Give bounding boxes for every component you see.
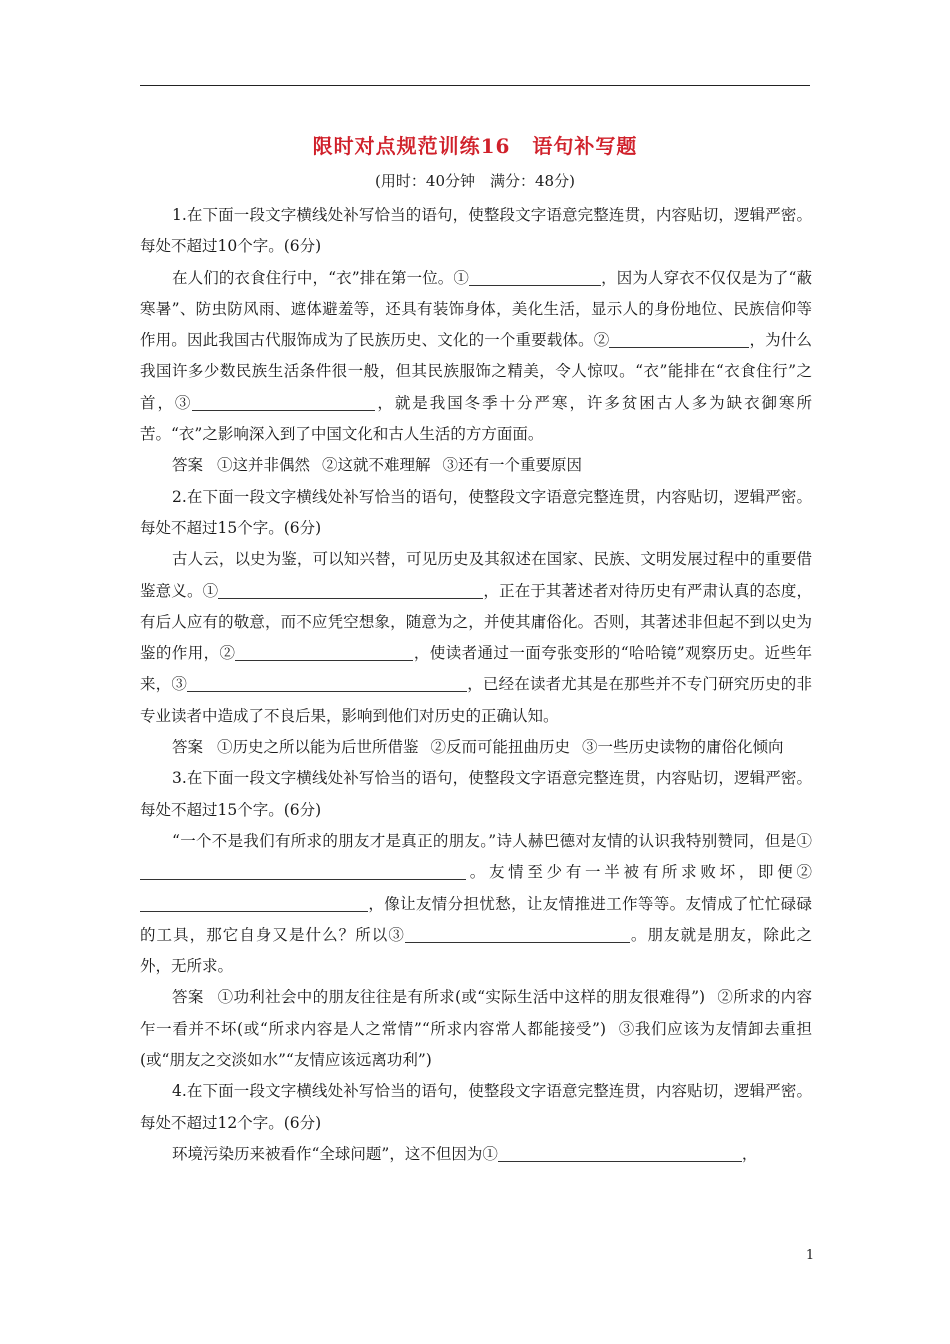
title-main: 限时对点规范训练16 (312, 134, 511, 158)
q1-blank-1[interactable] (469, 267, 601, 286)
q2-blank-3[interactable] (187, 673, 467, 692)
q1-text-1: 在人们的衣食住行中，“衣”排在第一位。① (172, 268, 470, 287)
question-1-passage (140, 263, 812, 451)
q3-answer-1: ①功利社会中的朋友往往是有所求(或“实际生活中这样的朋友很难得”) (217, 988, 706, 1007)
exercise-body (140, 200, 812, 1170)
q2-answer-1: ①历史之所以能为后世所借鉴 (217, 738, 419, 757)
page-title (0, 130, 950, 159)
q3-text-4: 。朋友就是朋友，除此之外，无所求。 (140, 925, 812, 976)
q3-blank-3[interactable] (405, 924, 630, 943)
q3-text-1: “一个不是我们有所求的朋友才是真正的朋友。”诗人赫巴德对友情的认识我特别赞同，但是① (172, 831, 812, 850)
question-2-stem: 2.在下面一段文字横线处补写恰当的语句，使整段文字语意完整连贯，内容贴切，逻辑严密。每处不超过15个字。(6分) (140, 487, 812, 537)
q1-text-4: ，就是我国冬季十分严寒，许多贫困古人多为缺衣御寒所苦。“衣”之影响深入到了中国文化和古人生活的方方面面。 (140, 393, 812, 444)
question-1-stem: 1.在下面一段文字横线处补写恰当的语句，使整段文字语意完整连贯，内容贴切，逻辑严密。每处不超过10个字。(6分) (140, 206, 812, 256)
q3-blank-1[interactable] (140, 861, 466, 880)
answer-label: 答案 (172, 738, 204, 757)
q4-text-1: 环境污染历来被看作“全球问题”，这不但因为① (172, 1144, 498, 1163)
q1-text-3: ，为什么我国许多少数民族生活条件很一般，但其民族服饰之精美，令人惊叹。“衣”能排在“衣食住行”之首，③ (140, 331, 812, 412)
question-3-answer (140, 982, 812, 1076)
question-3-stem: 3.在下面一段文字横线处补写恰当的语句，使整段文字语意完整连贯，内容贴切，逻辑严密。每处不超过15个字。(6分) (140, 769, 812, 819)
q2-text-4: ，已经在读者尤其是在那些并不专门研究历史的非专业读者中造成了不良后果，影响到他们对历史的正确认知。 (140, 675, 812, 725)
q2-answer-2: ②反而可能扭曲历史 (430, 738, 571, 757)
q1-answer-2: ②这就不难理解 (322, 456, 431, 475)
q3-text-2: 。友情至少有一半被有所求败坏，即便② (466, 863, 812, 882)
q2-text-1: 古人云，以史为鉴，可以知兴替，可见历史及其叙述在国家、民族、文明发展过程中的重要借鉴意义。① (140, 550, 812, 600)
q2-answer-3: ③一些历史读物的庸俗化倾向 (582, 738, 784, 757)
q3-answer-2: ②所求的内容乍一看并不坏(或“所求内容是人之常情”“所求内容常人都能接受”) (140, 988, 812, 1038)
answer-label: 答案 (172, 456, 204, 475)
page-number: 1 (805, 1248, 815, 1263)
answer-label: 答案 (172, 988, 204, 1007)
title-topic: 语句补写题 (532, 134, 638, 158)
question-3-passage (140, 826, 812, 982)
q2-text-2: ，正在于其著述者对待历史有严肃认真的态度，有后人应有的敬意，而不应凭空想象，随意为之，并使其庸俗化。否则，其著述非但起不到以史为鉴的作用，② (140, 581, 812, 663)
q1-blank-2[interactable] (609, 329, 749, 348)
q1-text-2: ，因为人穿衣不仅仅是为了“蔽寒暑”、防虫防风雨、遮体避羞等，还具有装饰身体，美化生活，显示人的身份地位、民族信仰等作用。因此我国古代服饰成为了民族历史、文化的一个重要载体。② (140, 268, 812, 350)
q1-answer-1: ①这并非偶然 (217, 456, 311, 475)
question-2-answer (140, 732, 812, 763)
q2-blank-2[interactable] (235, 642, 413, 661)
q1-blank-3[interactable] (192, 392, 375, 411)
header-rule (140, 85, 810, 86)
q1-answer-3: ③还有一个重要原因 (442, 456, 583, 475)
q2-blank-1[interactable] (218, 580, 483, 599)
question-2-passage (140, 544, 812, 732)
q2-text-3: ，使读者通过一面夸张变形的“哈哈镜”观察历史。近些年来，③ (140, 644, 812, 694)
question-4-stem: 4.在下面一段文字横线处补写恰当的语句，使整段文字语意完整连贯，内容贴切，逻辑严密。每处不超过12个字。(6分) (140, 1082, 812, 1132)
q4-blank-1[interactable] (498, 1143, 742, 1162)
q3-text-3: ，像让友情分担忧愁，让友情推进工作等等。友情成了忙忙碌碌的工具，那它自身又是什么？所以③ (140, 894, 812, 944)
q3-blank-2[interactable] (140, 893, 368, 912)
q4-text-2: ， (741, 1144, 758, 1163)
time-and-score: (用时：40分钟 满分：48分) (375, 172, 575, 190)
question-4-passage (140, 1139, 812, 1170)
question-1-answer (140, 450, 812, 481)
q3-answer-3: ③我们应该为友情卸去重担(或“朋友之交淡如水”“友情应该远离功利”) (140, 1019, 812, 1070)
